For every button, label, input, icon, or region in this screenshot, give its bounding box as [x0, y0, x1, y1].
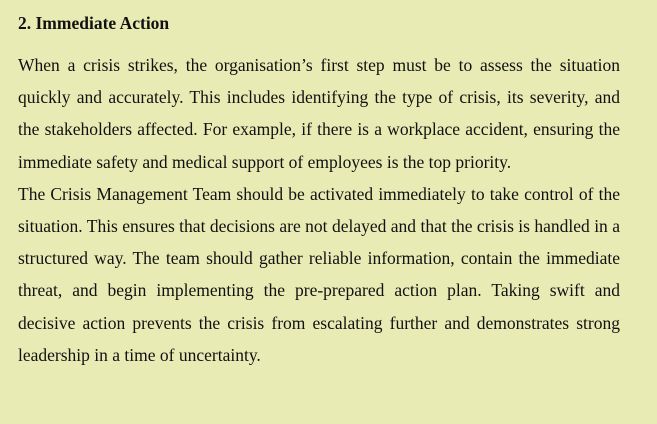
section-heading: 2. Immediate Action: [18, 13, 170, 33]
paragraph-assess-situation: When a crisis strikes, the organisation’s first step must be to assess the situation quickly and accurately. This includes identifying the type of crisis, its severity, and the stakeholders affected. For example, if there is a workplace accident, ensuring the immediate safety and medical support of employees is the top priority.: [18, 55, 620, 172]
paragraph-crisis-team: The Crisis Management Team should be activated immediately to take control of the situation. This ensures that decisions are not delayed and that the crisis is handled in a structured way. The team should gather reliable information, contain the immediate threat, and begin implementing the pre-prepared action plan. Taking swift and decisive action prevents the crisis from escalating further and demonstrates strong leadership in a time of uncertainty.: [18, 183, 620, 365]
